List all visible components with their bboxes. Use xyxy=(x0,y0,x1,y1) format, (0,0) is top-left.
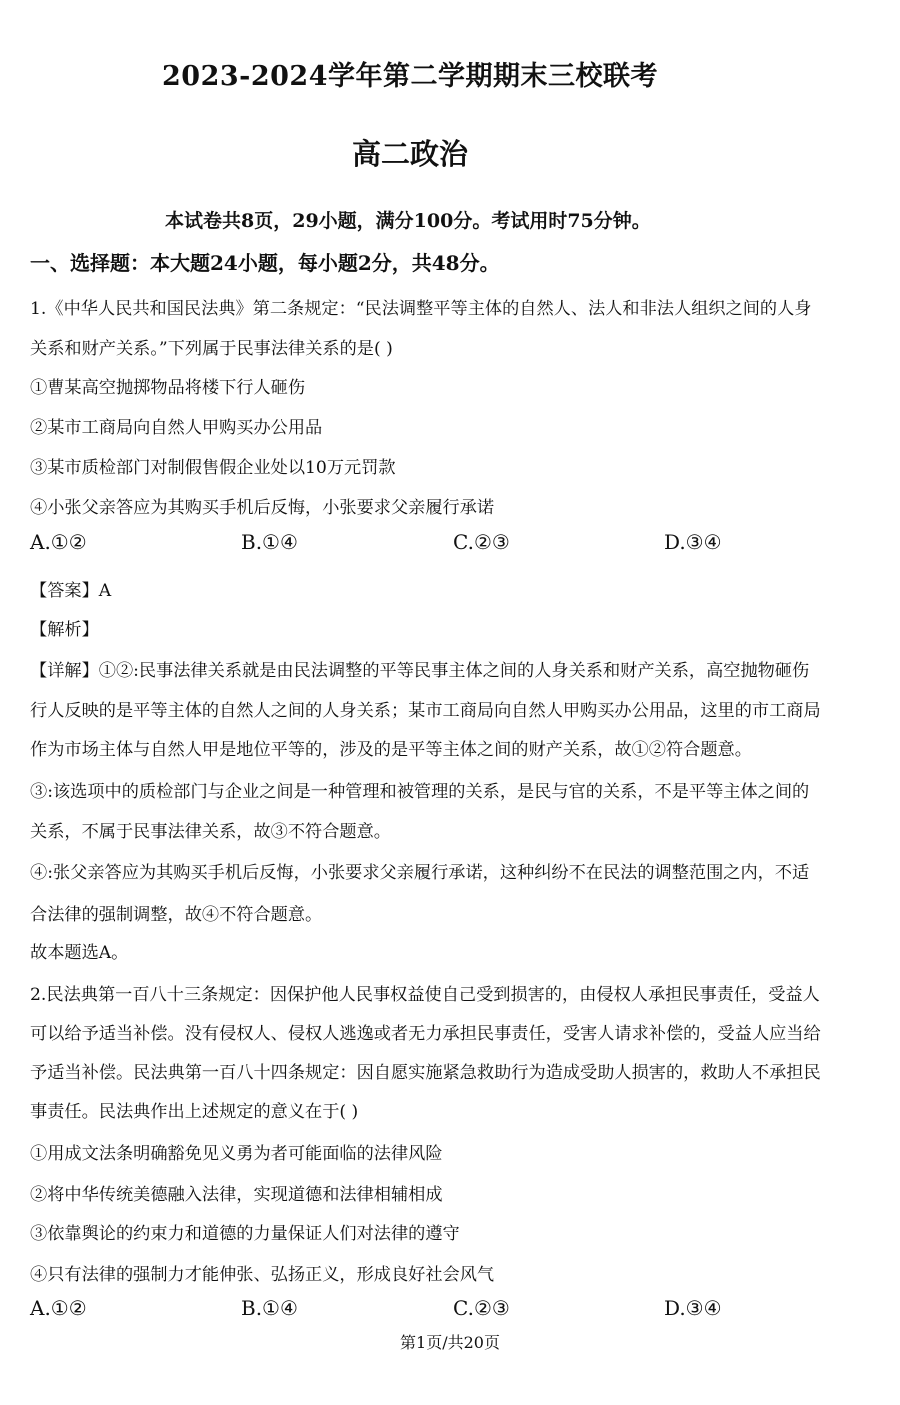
page-footer: 第1页/共20页 xyxy=(400,1333,500,1352)
q2-option-a: A.①② xyxy=(30,1296,87,1320)
exam-title: 2023-2024学年第二学期期末三校联考 xyxy=(162,61,658,92)
q1-detail-line: 行人反映的是平等主体的自然人之间的人身关系；某市工商局向自然人甲购买办公用品，这里的市工商局 xyxy=(30,701,821,721)
subject-title: 高二政治 xyxy=(351,137,468,171)
q2-item-1: ①用成文法条明确豁免见义勇为者可能面临的法律风险 xyxy=(30,1144,443,1164)
section-heading: 一、选择题：本大题24小题，每小题2分，共48分。 xyxy=(30,251,500,275)
q1-answer: 【答案】A xyxy=(30,581,112,601)
q1-stem-line1: 1.《中华人民共和国民法典》第二条规定：“民法调整平等主体的自然人、法人和非法人组织之间的人身 xyxy=(30,299,812,319)
q1-stem-line2: 关系和财产关系。”下列属于民事法律关系的是( ) xyxy=(30,339,393,359)
q2-item-3: ③依靠舆论的约束力和道德的力量保证人们对法律的遵守 xyxy=(30,1224,460,1244)
q2-stem-line: 可以给予适当补偿。没有侵权人、侵权人逃逸或者无力承担民事责任，受害人请求补偿的，受益人应当给 xyxy=(30,1024,821,1044)
q1-option-d: D.③④ xyxy=(664,530,722,554)
q1-option-b: B.①④ xyxy=(241,530,298,554)
q2-item-2: ②将中华传统美德融入法律，实现道德和法律相辅相成 xyxy=(30,1185,443,1205)
q1-option-c: C.②③ xyxy=(453,530,510,554)
q1-item-1: ①曹某高空抛掷物品将楼下行人砸伤 xyxy=(30,378,306,398)
q2-stem-line: 2.民法典第一百八十三条规定：因保护他人民事权益使自己受到损害的，由侵权人承担民事责任，受益人 xyxy=(30,985,820,1005)
q1-item-2: ②某市工商局向自然人甲购买办公用品 xyxy=(30,418,323,438)
q2-option-d: D.③④ xyxy=(664,1296,722,1320)
q1-item-3: ③某市质检部门对制假售假企业处以10万元罚款 xyxy=(30,458,396,478)
q1-item-4: ④小张父亲答应为其购买手机后反悔，小张要求父亲履行承诺 xyxy=(30,498,495,518)
q2-stem-line: 事责任。民法典作出上述规定的意义在于( ) xyxy=(30,1102,359,1122)
q1-detail-line: 【详解】①②:民事法律关系就是由民法调整的平等民事主体之间的人身关系和财产关系，高空抛物砸伤 xyxy=(30,661,810,681)
q1-detail-line: 关系，不属于民事法律关系，故③不符合题意。 xyxy=(30,822,391,842)
q1-detail-line: ④:张父亲答应为其购买手机后反悔，小张要求父亲履行承诺，这种纠纷不在民法的调整范围之内，不适 xyxy=(30,863,810,883)
q1-detail-line: 合法律的强制调整，故④不符合题意。 xyxy=(30,905,323,925)
q2-stem-line: 予适当补偿。民法典第一百八十四条规定：因自愿实施紧急救助行为造成受助人损害的，救助人不承担民 xyxy=(30,1063,821,1083)
q1-option-a: A.①② xyxy=(30,530,87,554)
exam-info: 本试卷共8页，29小题，满分100分。考试用时75分钟。 xyxy=(165,210,651,232)
q2-item-4: ④只有法律的强制力才能伸张、弘扬正义，形成良好社会风气 xyxy=(30,1265,495,1285)
q1-conclusion: 故本题选A。 xyxy=(30,943,129,963)
q1-analysis-label: 【解析】 xyxy=(30,620,99,640)
q2-option-c: C.②③ xyxy=(453,1296,510,1320)
q1-detail-line: ③:该选项中的质检部门与企业之间是一种管理和被管理的关系，是民与官的关系，不是平等主体之间的 xyxy=(30,782,810,802)
q2-option-b: B.①④ xyxy=(241,1296,298,1320)
q1-detail-line: 作为市场主体与自然人甲是地位平等的，涉及的是平等主体之间的财产关系，故①②符合题意。 xyxy=(30,740,752,760)
